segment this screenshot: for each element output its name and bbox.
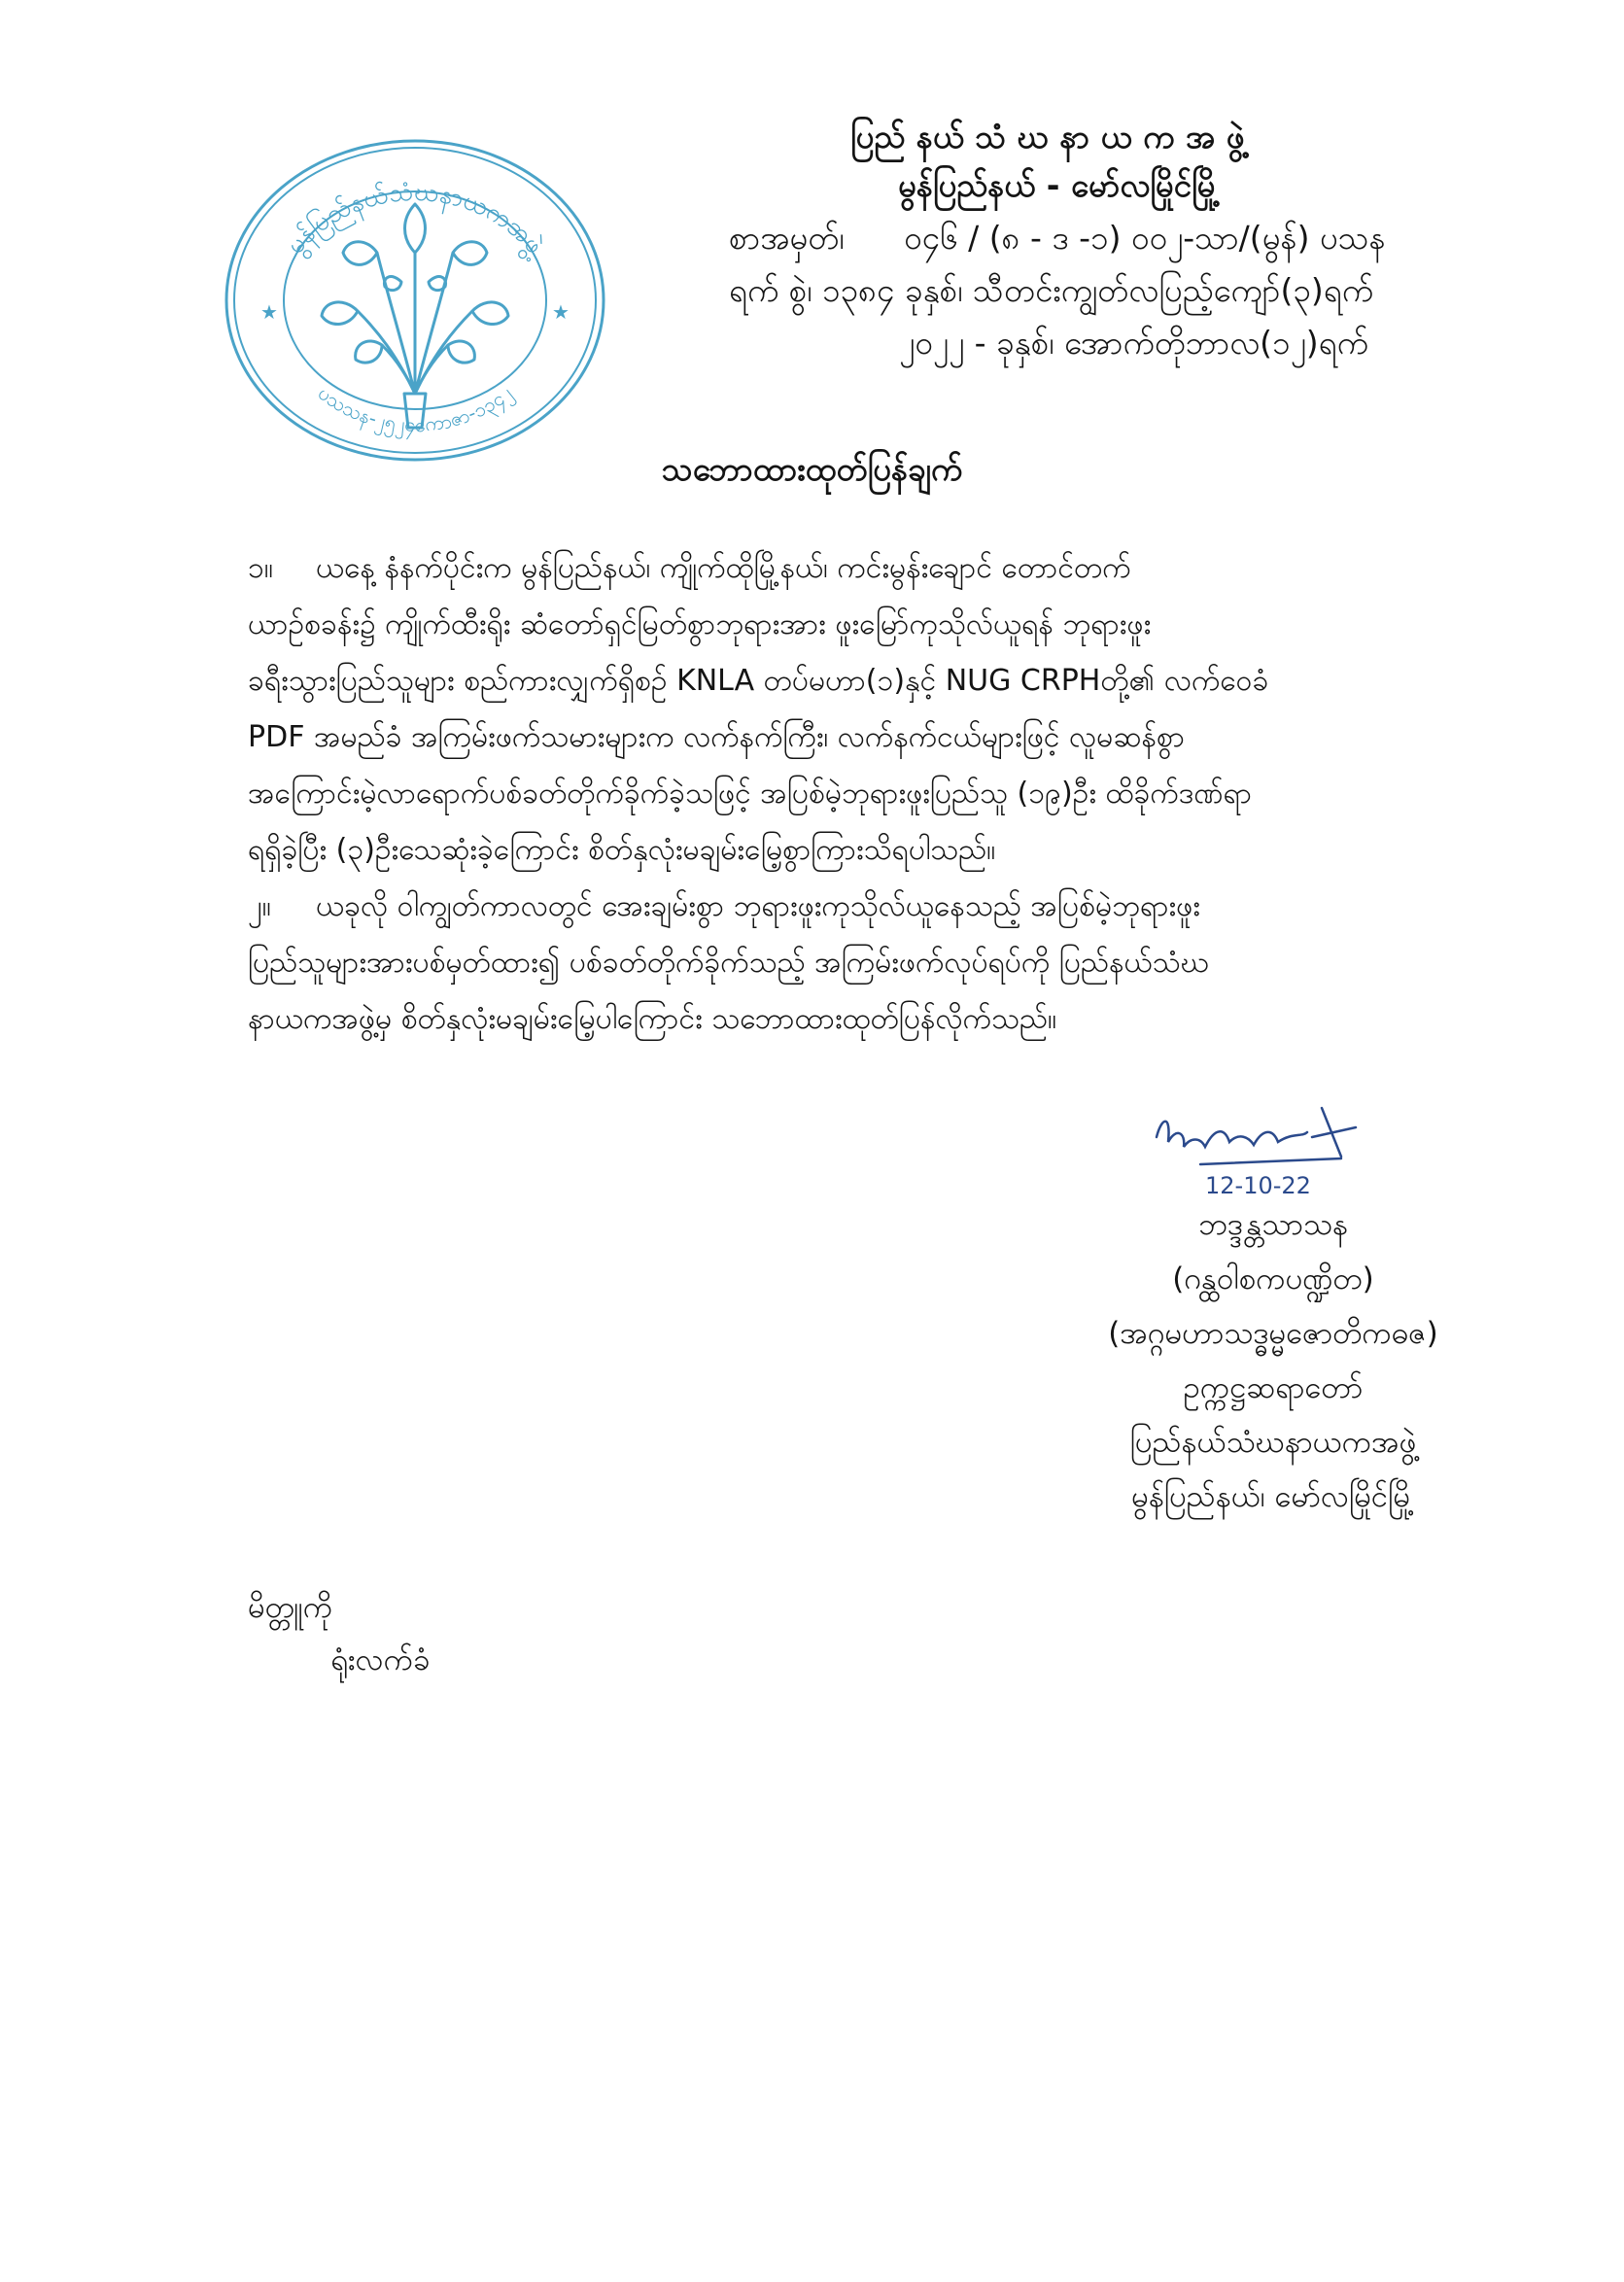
paragraph-line: ၁။ ယနေ့ နံနက်ပိုင်းက မွန်ပြည်နယ်၊ ကျိုက်ထိုမြို့နယ်၊ ကင်းမွန်းချောင် တောင်တက် <box>248 540 1385 597</box>
paragraph-line: ၂။ ယခုလို ဝါကျွတ်ကာလတွင် အေးချမ်းစွာ ဘုရားဖူးကုသိုလ်ယူနေသည့် အပြစ်မဲ့ဘုရားဖူး <box>248 879 1385 935</box>
ref-number: ၀၄၆ / (၈ - ဒ -၁) ၀၀၂-သာ/(မွန်) ပသန <box>904 219 1386 257</box>
paragraph-number: ၁။ <box>248 551 273 585</box>
seal-star-right: ★ <box>552 300 570 324</box>
seal-text-top: မွန်ပြည်နယ်သံဃနာယကအဖွဲ့ <box>281 177 549 260</box>
signatory-org: ပြည်နယ်သံဃနာယကအဖွဲ့ <box>1129 1425 1417 1460</box>
signature-block <box>1011 1197 1536 1524</box>
paragraph-2 <box>248 879 1385 1048</box>
monastic-council-seal <box>222 136 608 465</box>
signatory-location: မွန်ပြည်နယ်၊ မော်လမြိုင်မြို့ <box>1131 1479 1415 1514</box>
paragraph-line: ပြည်သူများအားပစ်မှတ်ထား၍ ပစ်ခတ်တိုက်ခိုက်သည့် အကြမ်းဖက်လုပ်ရပ်ကို ပြည်နယ်သံဃ <box>248 946 1209 980</box>
signatory-title-1: (ဂန္ထဝါစကပဏ္ဍိတ) <box>1172 1262 1374 1297</box>
signatory-title-2: (အဂ္ဂမဟာသဒ္ဓမ္မဇောတိကဓဇ) <box>1108 1316 1438 1351</box>
signatory-name: ဘဒ္ဒန္တသာသန <box>1197 1207 1348 1242</box>
paragraph-line: နာယကအဖွဲ့မှ စိတ်နှလုံးမချမ်းမြေ့ပါကြောင်း သဘောထားထုတ်ပြန်လိုက်သည်။ <box>248 1002 1057 1036</box>
paragraph-line: PDF အမည်ခံ အကြမ်းဖက်သမားများက လက်နက်ကြီး၊ လက်နက်ငယ်များဖြင့် လူမဆန်စွာ <box>248 720 1186 754</box>
paragraph-line: အကြောင်းမဲ့လာရောက်ပစ်ခတ်တိုက်ခိုက်ခဲ့သဖြင့် အပြစ်မဲ့ဘုရားဖူးပြည်သူ (၁၉)ဦး ထိခိုက်ဒဏ်ရာ <box>248 777 1253 811</box>
date-gregorian: ၂၀၂၂ - ခုနှစ်၊ အောက်တိုဘာလ(၁၂)ရက် <box>899 324 1368 362</box>
seal-star-left: ★ <box>260 300 278 324</box>
signatory-role: ဥက္ကဋ္ဌဆရာတော် <box>1183 1370 1364 1405</box>
date-myanmar: ရက် စွဲ၊ ၁၃၈၄ ခုနှစ်၊ သီတင်းကျွတ်လပြည့်ကျော်(၃)ရက် <box>729 271 1374 309</box>
cc-label: မိတ္တူကို <box>248 1590 333 1625</box>
paragraph-line: ယာဉ်စခန်း၌ ကျိုက်ထီးရိုး ဆံတော်ရှင်မြတ်စွာဘုရားအား ဖူးမြော်ကုသိုလ်ယူရန် ဘုရားဖူး <box>248 607 1152 641</box>
signature-date: 12-10-22 <box>1205 1172 1311 1199</box>
handwritten-signature <box>1147 1098 1370 1205</box>
cc-item: ရုံးလက်ခံ <box>330 1642 431 1677</box>
seal-text-bottom: ပသသန-၂၅၂၄ကောဇာ-၁၃၄၂ <box>313 381 517 437</box>
paragraph-line: ခရီးသွားပြည်သူများ စည်ကားလျှက်ရှိစဉ် KNLA တပ်မဟာ(၁)နှင့် NUG CRPHတို့၏ လက်ဝေခံ <box>248 664 1269 698</box>
paragraph-number: ၂။ <box>248 889 271 923</box>
subject-title: သဘောထားထုတ်ပြန်ချက် <box>661 450 963 488</box>
org-name: ပြည် နယ် သံ ဃ နာ ယ က အ ဖွဲ့ <box>850 118 1245 156</box>
paragraph-line: ရရှိခဲ့ပြီး (၃)ဦးသေဆုံးခဲ့ကြောင်း စိတ်နှလုံးမချမ်းမြေ့စွာကြားသိရပါသည်။ <box>248 833 996 867</box>
paragraph-1 <box>248 540 1385 879</box>
ref-label: စာအမှတ်၊ <box>729 219 845 257</box>
org-location: မွန်ပြည်နယ် - မော်လမြိုင်မြို့ <box>898 166 1221 204</box>
